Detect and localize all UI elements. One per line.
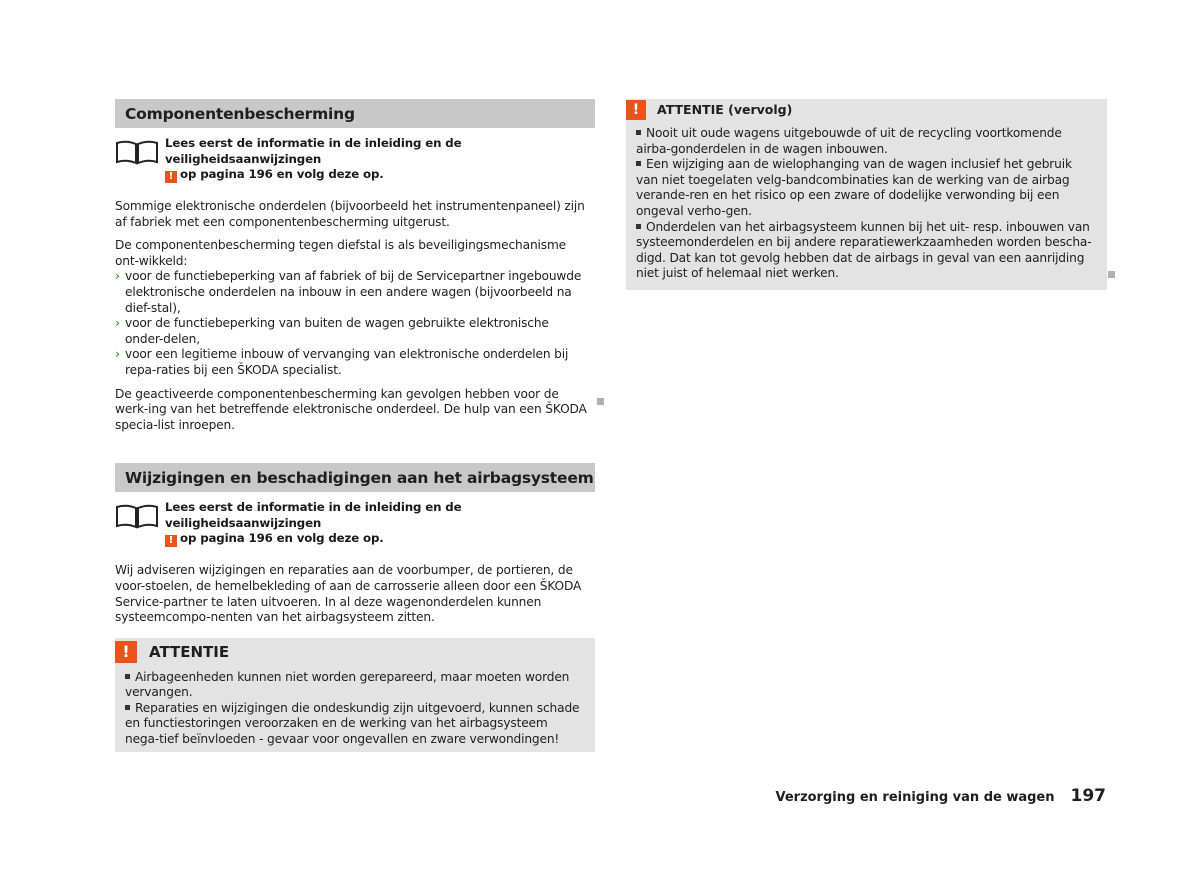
read-first-notice: Lees eerst de informatie in de inleiding en de veiligheidsaanwijzingen ! op pagina 196 en volg deze op. bbox=[115, 136, 595, 183]
bullet-icon bbox=[125, 705, 130, 710]
list-item: Nooit uit oude wagens uitgebouwde of uit de recycling voortkomende airba-gonderdelen in de wagen inbouwen. bbox=[636, 126, 1062, 156]
paragraph: Wij adviseren wijzigingen en reparaties aan de voorbumper, de portieren, de voor-stoelen, de hemelbekleding of aan de carrosserie alleen door een ŠKODA Service-partner te laten uitvoeren. In al deze wagenonderdelen kunnen systeemcompo-nenten van het airbagsysteem zitten. bbox=[115, 563, 582, 625]
left-column bbox=[115, 99, 595, 752]
bullet-icon bbox=[125, 674, 130, 679]
list-item: Reparaties en wijzigingen die ondeskundig zijn uitgevoerd, kunnen schade en functiestoringen veroorzaken en de werking van het airbagsysteem nega-tief beïnvloeden - gevaar voor ongevallen en zware verwondingen! bbox=[125, 700, 580, 747]
list-item: Airbageenheden kunnen niet worden gerepareerd, maar moeten worden vervangen. bbox=[125, 669, 570, 700]
read-first-notice: Lees eerst de informatie in de inleiding en de veiligheidsaanwijzingen ! op pagina 196 en volg deze op. bbox=[115, 500, 595, 547]
page-number: 197 bbox=[1070, 786, 1106, 806]
end-mark-icon bbox=[1108, 271, 1115, 278]
bullet-icon bbox=[636, 130, 641, 135]
list-item: Een wijziging aan de wielophanging van de wagen inclusief het gebruik van niet toegelaten velg-bandcombinaties kan de werking van de airbag verande-ren en het risico op een zware of dodelijke verwonding bij een ongeval verho-gen. bbox=[636, 157, 1072, 218]
right-column bbox=[626, 99, 1107, 290]
paragraph: De componentenbescherming tegen diefstal is als beveiligingsmechanisme ont-wikkeld: bbox=[115, 238, 567, 268]
warning-icon: ! bbox=[626, 100, 646, 120]
bullet-icon bbox=[636, 224, 641, 229]
warning-icon: ! bbox=[165, 171, 177, 183]
list-item: › voor een legitieme inbouw of vervanging van elektronische onderdelen bij repa-raties bij een ŠKODA specialist. bbox=[115, 347, 569, 377]
warning-icon: ! bbox=[115, 641, 137, 663]
chevron-right-icon: › bbox=[115, 269, 120, 284]
section-heading-airbagsysteem: Wijzigingen en beschadigingen aan het airbagsysteem bbox=[115, 463, 595, 492]
chapter-title: Verzorging en reiniging van de wagen bbox=[775, 790, 1055, 805]
paragraph: De geactiveerde componentenbescherming kan gevolgen hebben voor de werk-ing van het betreffende elektronische onderdeel. De hulp van een ŠKODA specia-list inroepen. bbox=[115, 386, 587, 432]
list-item: › voor de functiebeperking van buiten de wagen gebruikte elektronische onder-delen, bbox=[115, 316, 549, 346]
chevron-right-icon: › bbox=[115, 316, 120, 331]
book-icon bbox=[115, 503, 159, 529]
page-footer bbox=[775, 786, 1106, 806]
attention-box: ! ATTENTIE Airbageenheden kunnen niet worden gerepareerd, maar moeten worden vervangen. Reparaties en wijzigingen die ondeskundig zijn uitgevoerd, kunnen schade en functiestoringen veroorzaken en de werking van het airbagsysteem nega-tief beïnvloeden - gevaar voor ongevallen en zware verwondingen! bbox=[115, 638, 595, 752]
list-item: Onderdelen van het airbagsysteem kunnen bij het uit- resp. inbouwen van systeemonderdelen en bij andere reparatiewerkzaamheden worden bescha-digd. Dat kan tot gevolg hebben dat de airbags in geval van een aanrijding niet juist of helemaal niet werken. bbox=[636, 219, 1092, 281]
warning-icon: ! bbox=[165, 535, 177, 547]
chevron-right-icon: › bbox=[115, 347, 120, 362]
list-item: › voor de functiebeperking van af fabriek of bij de Servicepartner ingebouwde elektronische onderdelen na inbouw in een andere wagen (bijvoorbeeld na dief-stal), bbox=[115, 269, 582, 315]
book-icon bbox=[115, 139, 159, 165]
section-heading-componentenbescherming: Componentenbescherming bbox=[115, 99, 595, 128]
bullet-icon bbox=[636, 161, 641, 166]
paragraph: Sommige elektronische onderdelen (bijvoorbeeld het instrumentenpaneel) zijn af fabriek met een componentenbescherming uitgerust. bbox=[115, 199, 585, 229]
attention-continued-box: ! ATTENTIE (vervolg) Nooit uit oude wagens uitgebouwde of uit de recycling voortkomende airba-gonderdelen in de wagen inbouwen. Een wijziging aan de wielophanging van de wagen inclusief het gebruik van niet toegelaten velg-bandcombinaties kan de werking van de airbag verande-ren en het risico op een zware of dodelijke verwonding bij een ongeval verho-gen. Onderdelen van het airbagsysteem kunnen bij het uit- resp. inbouwen van systeemonderdelen en bij andere reparatiewerkzaamheden worden bescha-digd. Dat kan tot gevolg hebben dat de airbags in geval van een aanrijding niet juist of helemaal niet werken. bbox=[626, 99, 1107, 290]
end-mark-icon bbox=[597, 398, 604, 405]
